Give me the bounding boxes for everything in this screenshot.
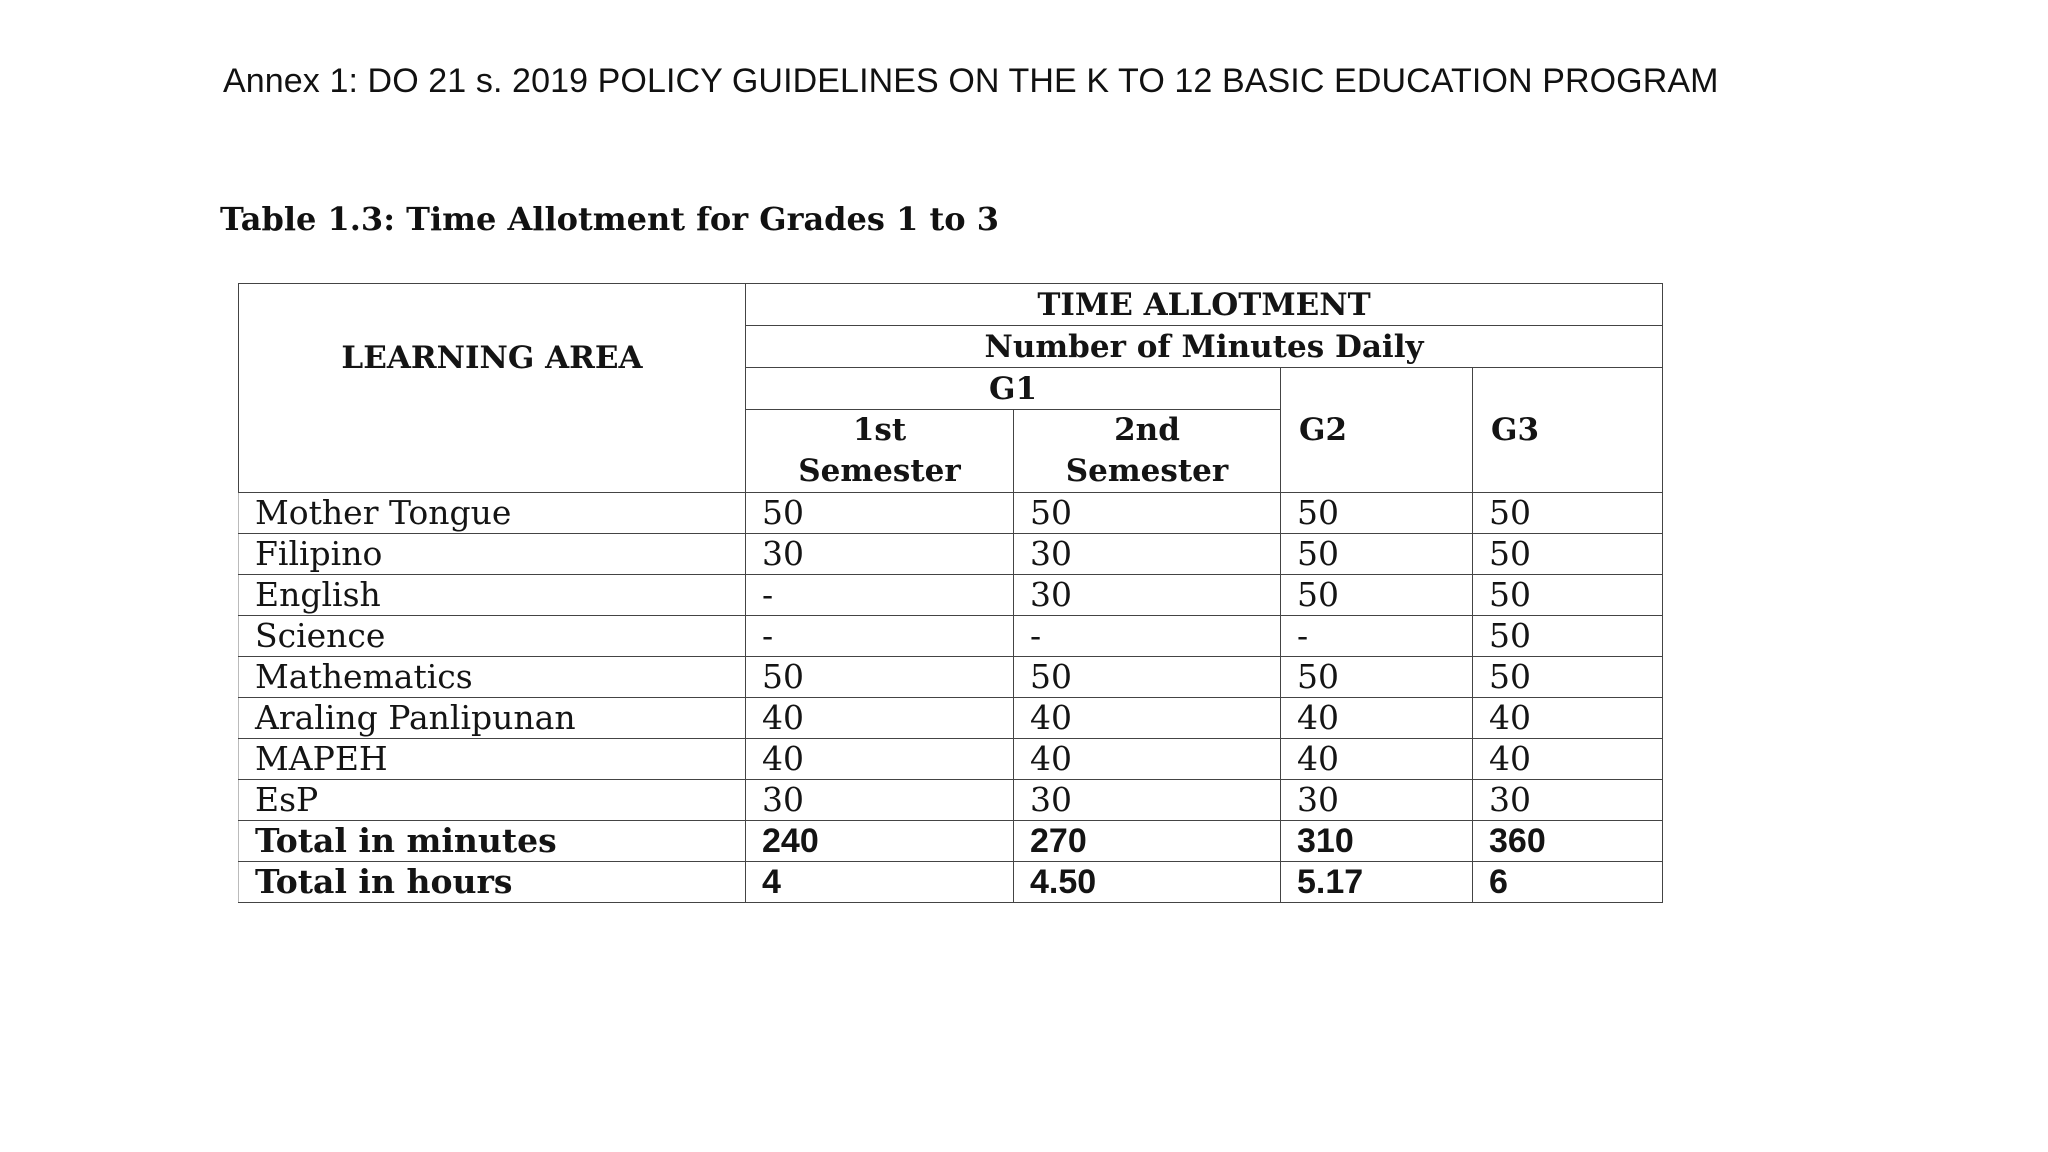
g1-sem2-total-hours: 4.50	[1014, 862, 1281, 903]
g1-sem2-cell: -	[1014, 616, 1281, 657]
table-row	[239, 575, 1663, 616]
g3-cell: 30	[1473, 780, 1663, 821]
g1-sem2-cell: 40	[1014, 739, 1281, 780]
learning-area-cell: Mathematics	[239, 657, 746, 698]
learning-area-cell: Science	[239, 616, 746, 657]
g2-cell: 50	[1281, 493, 1473, 534]
g1-sem1-cell: 30	[746, 534, 1014, 575]
g1-header: G1	[746, 368, 1281, 410]
g2-cell: 30	[1281, 780, 1473, 821]
total-minutes-row	[239, 821, 1663, 862]
learning-area-cell: EsP	[239, 780, 746, 821]
header-row-time-allotment	[239, 284, 1663, 326]
g1-sem1-cell: 30	[746, 780, 1014, 821]
g2-cell: 50	[1281, 657, 1473, 698]
g1-sem2-cell: 30	[1014, 780, 1281, 821]
g2-cell: 40	[1281, 698, 1473, 739]
learning-area-cell: English	[239, 575, 746, 616]
g1-sem1-cell: 40	[746, 739, 1014, 780]
g3-cell: 40	[1473, 698, 1663, 739]
learning-area-cell: MAPEH	[239, 739, 746, 780]
g1-sem1-cell: -	[746, 575, 1014, 616]
g3-cell: 50	[1473, 493, 1663, 534]
table-caption: Table 1.3: Time Allotment for Grades 1 to 3	[220, 200, 999, 238]
table-row	[239, 698, 1663, 739]
g1-sem2-cell: 30	[1014, 534, 1281, 575]
g2-cell: 50	[1281, 534, 1473, 575]
first-semester-line2: Semester	[798, 453, 961, 489]
table-row	[239, 616, 1663, 657]
table-row	[239, 534, 1663, 575]
g1-sem2-cell: 30	[1014, 575, 1281, 616]
g2-total-minutes: 310	[1281, 821, 1473, 862]
g2-header: G2	[1281, 368, 1473, 493]
g2-total-hours: 5.17	[1281, 862, 1473, 903]
g3-total-hours: 6	[1473, 862, 1663, 903]
table-row	[239, 657, 1663, 698]
time-allotment-table	[238, 283, 1663, 903]
g1-sem2-cell: 40	[1014, 698, 1281, 739]
g3-cell: 50	[1473, 616, 1663, 657]
first-semester-header	[746, 410, 1014, 493]
first-semester-line1: 1st	[852, 412, 907, 448]
table-row	[239, 493, 1663, 534]
g2-cell: 50	[1281, 575, 1473, 616]
g3-cell: 40	[1473, 739, 1663, 780]
g3-cell: 50	[1473, 534, 1663, 575]
g1-sem2-cell: 50	[1014, 657, 1281, 698]
g1-sem1-cell: 50	[746, 493, 1014, 534]
g3-header: G3	[1473, 368, 1663, 493]
table-row	[239, 780, 1663, 821]
g1-sem1-cell: 40	[746, 698, 1014, 739]
g1-sem1-cell: 50	[746, 657, 1014, 698]
learning-area-cell: Filipino	[239, 534, 746, 575]
g1-sem1-cell: -	[746, 616, 1014, 657]
time-allotment-header: TIME ALLOTMENT	[746, 284, 1663, 326]
second-semester-line1: 2nd	[1114, 412, 1180, 448]
g1-sem2-cell: 50	[1014, 493, 1281, 534]
g3-cell: 50	[1473, 575, 1663, 616]
g2-cell: 40	[1281, 739, 1473, 780]
g3-total-minutes: 360	[1473, 821, 1663, 862]
table-row	[239, 739, 1663, 780]
g3-cell: 50	[1473, 657, 1663, 698]
total-hours-label: Total in hours	[239, 862, 746, 903]
minutes-daily-header: Number of Minutes Daily	[746, 326, 1663, 368]
learning-area-header: LEARNING AREA	[239, 284, 746, 493]
learning-area-cell: Mother Tongue	[239, 493, 746, 534]
total-hours-row	[239, 862, 1663, 903]
annex-title: Annex 1: DO 21 s. 2019 POLICY GUIDELINES ON THE K TO 12 BASIC EDUCATION PROGRAM	[223, 62, 1719, 100]
g1-sem1-total-minutes: 240	[746, 821, 1014, 862]
g2-cell: -	[1281, 616, 1473, 657]
g1-sem1-total-hours: 4	[746, 862, 1014, 903]
g1-sem2-total-minutes: 270	[1014, 821, 1281, 862]
learning-area-cell: Araling Panlipunan	[239, 698, 746, 739]
second-semester-header	[1014, 410, 1281, 493]
second-semester-line2: Semester	[1065, 453, 1229, 489]
total-minutes-label: Total in minutes	[239, 821, 746, 862]
